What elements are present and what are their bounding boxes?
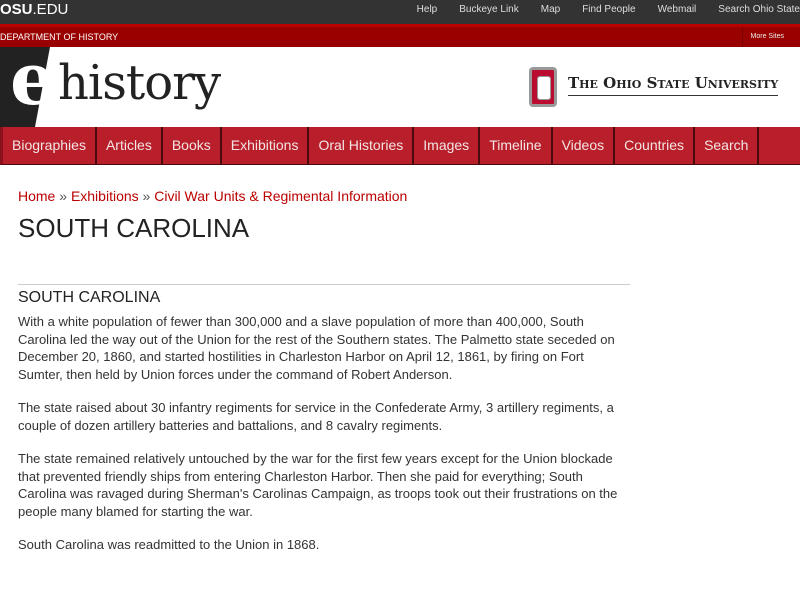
nav-oral-histories[interactable]: Oral Histories (307, 127, 412, 165)
main-nav (0, 127, 800, 165)
breadcrumb-separator: » (138, 188, 155, 204)
top-link-help[interactable]: Help (416, 4, 438, 15)
more-sites-button[interactable]: More Sites (742, 27, 800, 47)
department-link[interactable]: DEPARTMENT OF HISTORY (0, 32, 119, 42)
nav-videos[interactable]: Videos (551, 127, 614, 165)
main-content (18, 165, 630, 570)
paragraph: With a white population of fewer than 300,000 and a slave population of more than 400,000, South Carolina led the way out of the Union for the rest of the Southern states. The Palmetto state seceded on December 20, 1860, and started hostilities in Charleston Harbor on April 12, 1861, by firing on Fort Sumter, then held by Union forces under the command of Robert Anderson. (18, 314, 615, 382)
paragraph: The state raised about 30 infantry regiments for service in the Confederate Army, 3 artillery regiments, a couple of dozen artillery batteries and battalions, and 8 cavalry regiments. (18, 400, 614, 433)
breadcrumb (18, 188, 630, 204)
osu-block-o-logo[interactable] (529, 67, 557, 107)
top-links (395, 0, 800, 20)
osu-edu-link[interactable] (0, 0, 68, 20)
section-title: SOUTH CAROLINA (18, 289, 161, 306)
paragraph: South Carolina was readmitted to the Union in 1868. (18, 537, 320, 552)
top-link-find-people[interactable]: Find People (582, 4, 636, 15)
top-link-search-ohio-state[interactable]: Search Ohio State (718, 4, 800, 15)
top-link-map[interactable]: Map (540, 4, 561, 15)
top-link-webmail[interactable]: Webmail (657, 4, 697, 15)
nav-filler (757, 127, 800, 165)
osu-wordmark[interactable]: The Ohio State University (568, 74, 778, 96)
ehistory-logo-text[interactable]: history (58, 55, 221, 111)
breadcrumb-exhibitions[interactable]: Exhibitions (70, 188, 139, 204)
nav-search[interactable]: Search (693, 127, 757, 165)
nav-biographies[interactable]: Biographies (0, 127, 95, 165)
ehistory-logo-e[interactable]: e (10, 36, 56, 121)
osu-rest: .EDU (32, 1, 69, 18)
breadcrumb-home[interactable]: Home (18, 188, 56, 204)
top-link-buckeye-link[interactable]: Buckeye Link (459, 4, 519, 15)
divider (18, 284, 630, 285)
nav-books[interactable]: Books (161, 127, 220, 165)
nav-articles[interactable]: Articles (95, 127, 161, 165)
nav-timeline[interactable]: Timeline (478, 127, 550, 165)
nav-images[interactable]: Images (412, 127, 478, 165)
breadcrumb-civil-war-units[interactable]: Civil War Units & Regimental Information (154, 188, 408, 204)
nav-exhibitions[interactable]: Exhibitions (220, 127, 308, 165)
osu-top-bar (0, 0, 800, 24)
page-title: SOUTH CAROLINA (18, 213, 250, 243)
osu-bold: OSU (0, 1, 33, 18)
breadcrumb-separator: » (55, 188, 71, 204)
paragraph: The state remained relatively untouched by the war for the first few years except for the Union blockade that prevented friendly ships from entering Charleston Harbor. Then she paid for everything; South Carolina was ravaged during Sherman's Carolinas Campaign, as troops took out their frustrations on the people many blamed for starting the war. (18, 451, 618, 519)
department-bar (0, 27, 800, 47)
nav-countries[interactable]: Countries (613, 127, 693, 165)
